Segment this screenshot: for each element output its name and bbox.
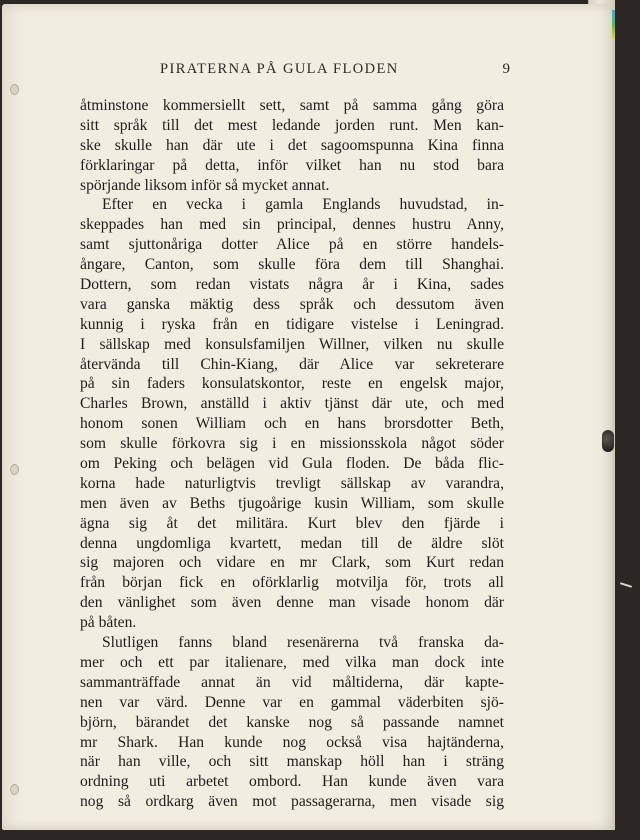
body-text [80,96,504,812]
text-line: men även av Beths tjugoårige kusin William, som skulle [80,494,504,512]
text-line: denna ungdomliga kvartett, medan till de äldre slöt [80,534,504,552]
text-line: när han ville, och sitt manskap höll han i sträng [80,753,504,771]
running-header [80,61,514,87]
text-line: förklaringar på detta, inför vilket han nu stod bara [80,156,504,174]
text-line: på sin faders konsulatskontor, reste en engelsk major, [80,375,504,393]
text-line: nog så ordkarg även mot passagerarna, men visade sig [80,793,504,811]
text-line: sig majoren och vidare en mr Clark, som Kurt redan [80,554,504,572]
text-line: ske skulle han där ute i det sagoomspunna Kina finna [80,136,504,154]
text-line: om Peking och belägen vid Gula floden. De båda flic- [80,455,504,473]
scan-speck [620,582,632,588]
text-line: björn, bärandet det kanske nog så passande namnet [80,713,504,731]
text-line: från början fick en oförklarlig motvilja för, trots all [80,574,504,592]
page-number: 9 [502,61,510,77]
text-line: ångare, Canton, som skulle föra dem till Shanghai. [80,256,504,274]
text-line: mer och ett par italienare, med vilka man dock inte [80,653,504,671]
binding-hole [10,84,19,95]
text-line: den vänlighet som även denne man visade honom där [80,594,504,612]
book-page [2,4,612,830]
text-line: som skulle förkovra sig i en missionsskola något söder [80,435,504,453]
text-line: sitt språk till det mest ledande jorden runt. Men kan- [80,116,504,134]
text-line: åtminstone kommersiellt sett, samt på samma gång göra [80,97,504,114]
text-line: Slutligen fanns bland resenärerna två franska da- [102,634,504,652]
text-line: vara ganska mäktig dess språk och dessutom även [80,295,504,313]
text-line: sammanträffade annat än vid måltiderna, där kapte- [80,673,504,691]
text-line: skeppades han med sin principal, dennes hustru Anny, [80,216,504,234]
binding-hole [10,464,19,475]
page-clip [602,430,614,452]
running-title: PIRATERNA PÅ GULA FLODEN [160,61,399,77]
text-line: nen var värd. Denne var en gammal väderbiten sjö- [80,693,504,711]
text-line: mr Shark. Han kunde nog också visa hajtänderna, [80,733,504,751]
text-line: på båten. [80,614,137,632]
text-line: samt sjuttonåriga dotter Alice på en större handels- [80,236,504,254]
binding-hole [10,784,19,795]
text-line: ägna sig åt det militära. Kurt blev den fjärde i [80,514,504,532]
text-line: korna hade naturligtvis trevligt sällskap av varandra, [80,474,504,492]
text-line: spörjande liksom inför så mycket annat. [80,176,330,194]
text-line: Efter en vecka i gamla Englands huvudstad, in- [102,196,504,214]
text-line: honom sonen William och en hans brorsdotter Beth, [80,415,504,433]
text-line: kunnig i ryska från en tidigare vistelse i Leningrad. [80,315,504,333]
text-line: ordning uti arbetet ombord. Han kunde även vara [80,773,504,791]
text-line: I sällskap med konsulsfamiljen Willner, vilken nu skulle [80,335,504,353]
text-line: Dottern, som redan vistats några år i Kina, sades [80,276,504,294]
text-line: återvända till Chin-Kiang, där Alice var sekreterare [80,355,504,373]
text-line: Charles Brown, anställd i aktiv tjänst där ute, och med [80,395,504,413]
